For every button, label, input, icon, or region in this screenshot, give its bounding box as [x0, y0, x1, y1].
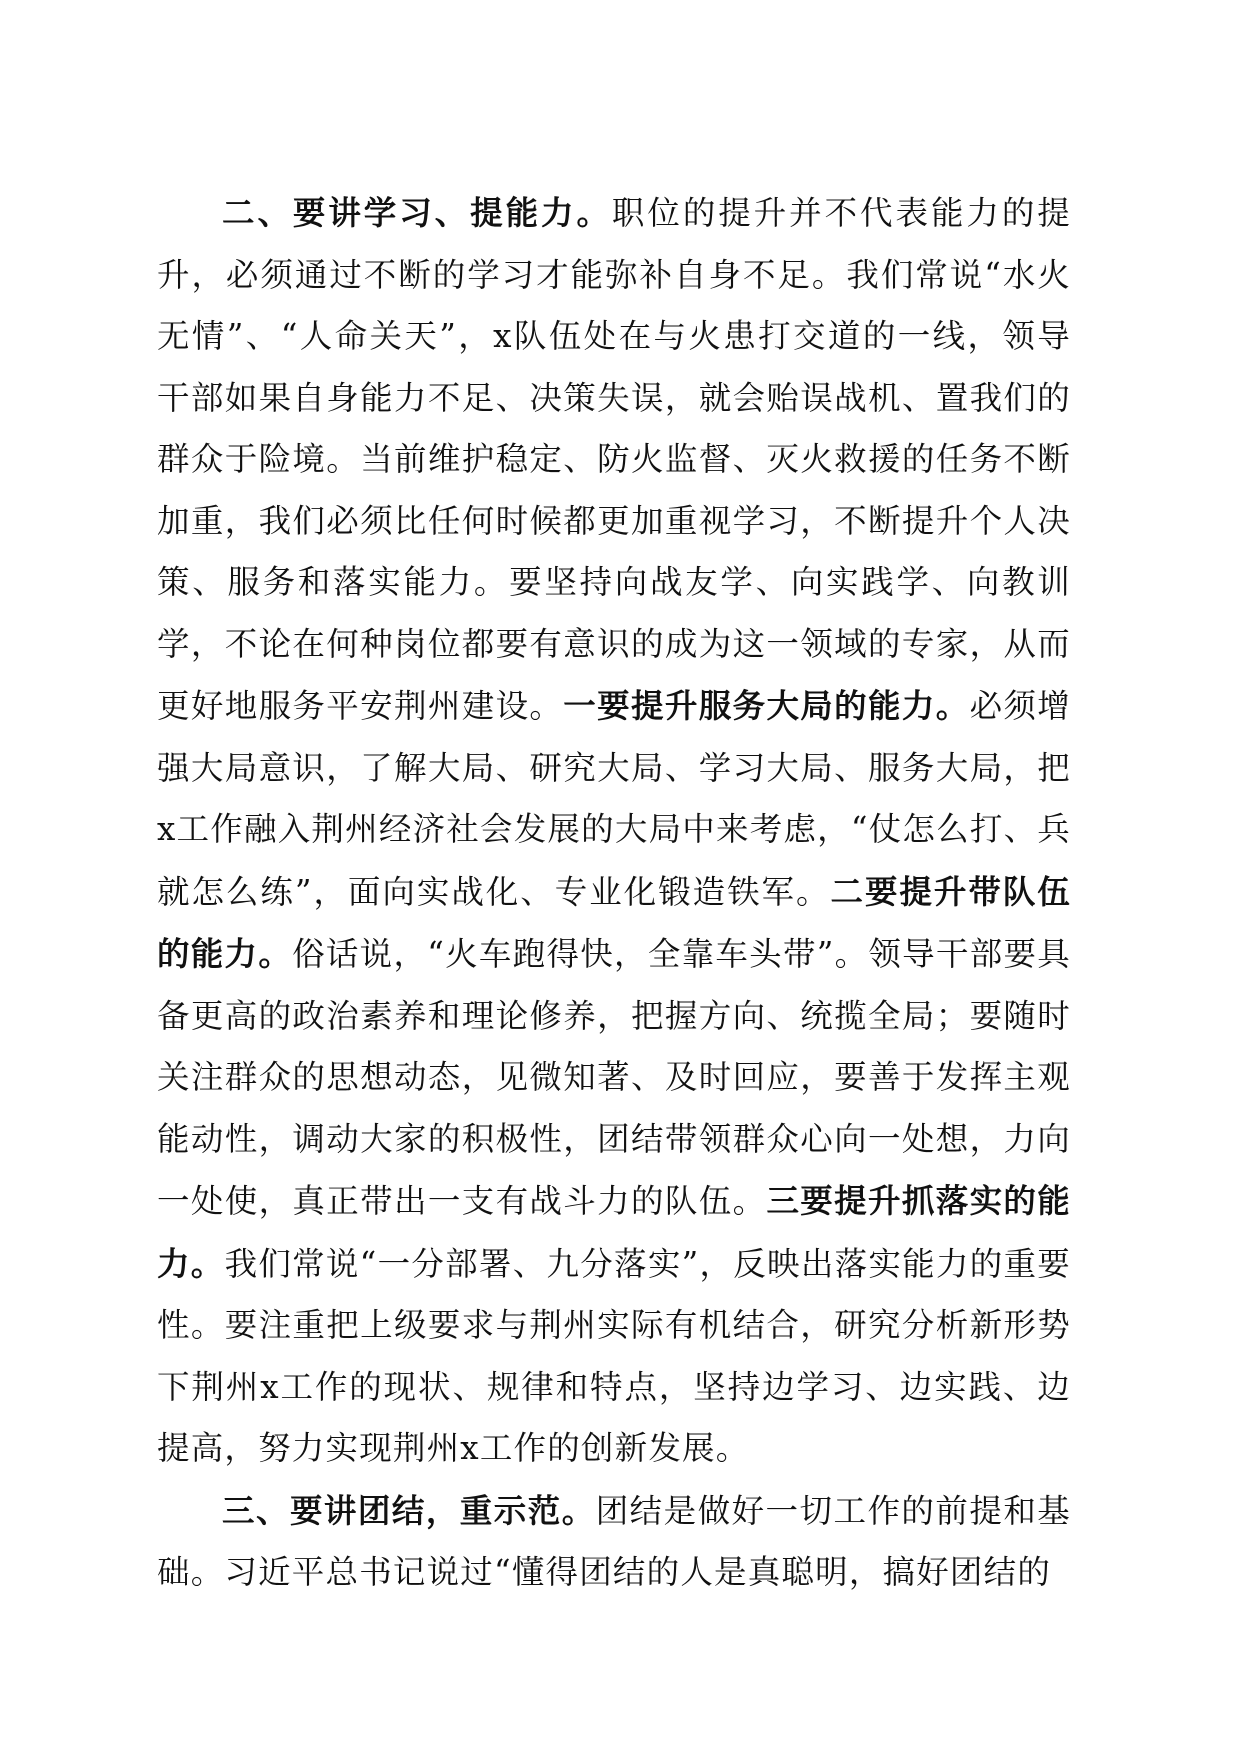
- section-heading-unity: 三、要讲团结，重示范。: [222, 1490, 596, 1530]
- section-heading-learning: 二、要讲学习、提能力。: [222, 193, 612, 232]
- document-body: [157, 182, 1071, 1604]
- subheading-implementation: 三要提升抓落实的能力。: [157, 1181, 1071, 1283]
- paragraph-text: 必须增强大局意识，了解大局、研究大局、学习大局、服务大局，把x工作融入荆州经济社会发展的大局中来考虑，“仗怎么打、兵就怎么练”，面向实战化、专业化锻造铁军。: [157, 687, 1072, 911]
- subheading-lead-team: 二要提升带队伍的能力。: [157, 871, 1071, 973]
- paragraph-text: 职位的提升并不代表能力的提升，必须通过不断的学习才能弥补自身不足。我们常说“水火无情”、“人命关天”，x队伍处在与火患打交道的一线，领导干部如果自身能力不足、决策失误，就会贻误战机、置我们的群众于险境。当前维护稳定、防火监督、灭火救援的任务不断加重，我们必须比任何时候都更加重视学习，不断提升个人决策、服务和落实能力。要坚持向战友学、向实践学、向教训学，不论在何种岗位都要有意识的成为这一领域的专家，从而更好地服务平安荆州建设。: [157, 194, 1071, 725]
- paragraph-text: 团结是做好一切工作的前提和基础。习近平总书记说过“懂得团结的人是真聪明，搞好团结的: [157, 1491, 1072, 1591]
- paragraph-unity: [157, 1480, 1071, 1604]
- paragraph-text: 俗话说，“火车跑得快，全靠车头带”。领导干部要具备更高的政治素养和理论修养，把握方向、统揽全局；要随时关注群众的思想动态，见微知著、及时回应，要善于发挥主观能动性，调动大家的积极性，团结带领群众心向一处想，力向一处使，真正带出一支有战斗力的队伍。: [157, 935, 1071, 1220]
- subheading-serve-overall: 一要提升服务大局的能力。: [563, 686, 970, 725]
- paragraph-learning: [157, 182, 1071, 1480]
- paragraph-text: 我们常说“一分部署、九分落实”，反映出落实能力的重要性。要注重把上级要求与荆州实际有机结合，研究分析新形势下荆州x工作的现状、规律和特点，坚持边学习、边实践、边提高，努力实现荆州x工作的创新发展。: [157, 1244, 1071, 1467]
